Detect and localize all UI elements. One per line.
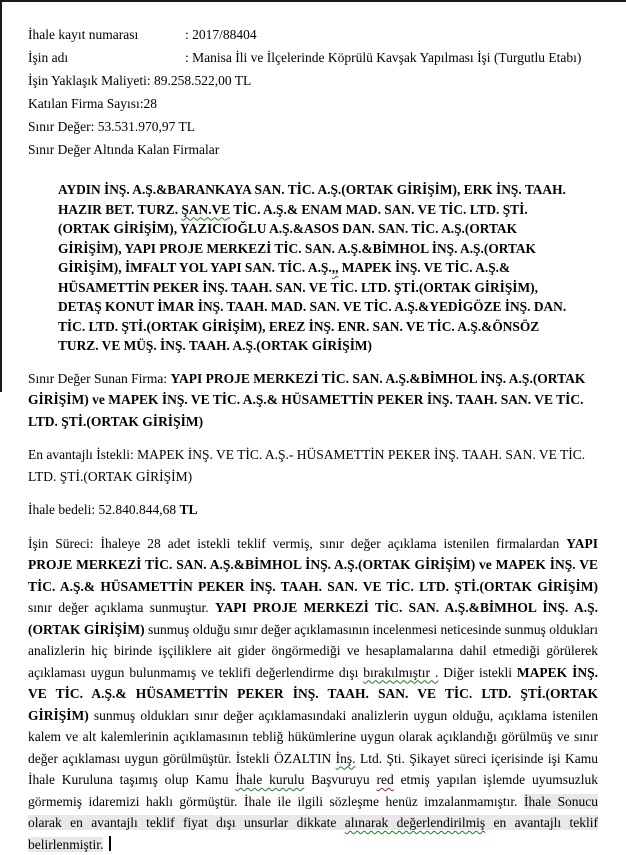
text-run: YAPI PROJE MERKEZİ TİC. SAN. A.Ş.&BİMHOL İNŞ. A.Ş.(ORTAK GİRİŞİM) xyxy=(28,600,598,637)
text-run: ŞAN.VE xyxy=(181,202,230,217)
text-run: TL xyxy=(179,502,197,517)
text-run: sınır değer açıklama sunmuştur. xyxy=(28,600,215,615)
text-run: İnş. xyxy=(336,751,356,766)
process-paragraph xyxy=(28,533,598,855)
tender-meta-block xyxy=(28,26,598,158)
firms-below-limit-paragraph xyxy=(58,180,572,356)
text-run: en avantajlı teklif belirlenmiştir. xyxy=(28,815,598,852)
text-run: İhale bedeli: 52.840.844,68 xyxy=(28,502,179,517)
text-run: MAPEK İNŞ. VE TİC. A.Ş.& HÜSAMETTİN PEKER İNŞ. TAAH. SAN. VE TİC. LTD. ŞTİ.(ORTAK GİRİŞİM), DETAŞ KONUT İMAR İNŞ. TAAH. MAD. SAN. VE TİC. A.Ş.&YEDİGÖZE İNŞ. DAN. TİC. LTD. ŞTİ.(ORTAK GİRİŞİM), EREZ İNŞ. ENR. SAN. VE TİC. A.Ş.&ÖNSÖZ TURZ. VE MÜŞ. İNŞ. TAAH. A.Ş.(ORTAK GİRİŞİM) xyxy=(58,260,566,353)
approx-cost-text: İşin Yaklaşık Maliyeti: 89.258.522,00 TL xyxy=(28,73,251,88)
text-run: sunmuş oldukları sınır değer açıklamasındaki analizlerin uygun olduğu, açıklama istenilen kalem ve alt kalemlerinin açıklamasının tebliğ hükümlerine uygun olarak açıklandığı görülmüş ve sınır değer açıklaması uygun görülmüştür. İstekli ÖZALTIN xyxy=(28,708,598,766)
limit-value-bidder-paragraph xyxy=(28,368,598,433)
text-run: YAPI PROJE MERKEZİ TİC. SAN. A.Ş.&BİMHOL İNŞ. A.Ş.(ORTAK GİRİŞİM) ve MAPEK İNŞ. VE TİC. A.Ş.& HÜSAMETTİN PEKER İNŞ. TAAH. SAN. VE TİC. LTD. ŞTİ.(ORTAK GİRİŞİM) xyxy=(28,371,585,429)
work-name-value: : Manisa İli ve İlçelerinde Köprülü Kavşak Yapılması İşi (Turgutlu Etabı) xyxy=(185,50,581,65)
text-run: TİC. A.Ş.& ENAM MAD. SAN. VE TİC. LTD. ŞTİ.(ORTAK GİRİŞİM), YAZICIOĞLU A.Ş.&ASOS DAN. SAN. TİC. A.Ş.(ORTAK GİRİŞİM), YAPI PROJE MERKEZİ TİC. SAN. A.Ş.&BİMHOL İNŞ. A.Ş.(ORTAK GİRİŞİM), İMFALT YOL YAPI SAN. TİC. A.Ş. xyxy=(58,202,536,276)
text-run: red xyxy=(377,772,394,787)
below-limit-heading-text: Sınır Değer Altında Kalan Firmalar xyxy=(28,142,219,157)
text-run: İhale Sonucu olarak en avantajlı teklif fiyat dışı unsurlar dikkate xyxy=(28,794,598,831)
meta-row-work-name xyxy=(28,49,598,66)
registration-number-value: : 2017/88404 xyxy=(185,27,257,42)
text-run: sunmuş olduğu sınır değer açıklamasının incelenmesi neticesinde sunmuş oldukları analizlerin hiç birinde işçiliklere ait gider öngörmediği ve hesaplamalarına dahil etmediği görülerek açıklaması uygun bulunmamış ve teklifi değerlendirme dışı xyxy=(28,622,598,680)
text-run: Sınır Değer Sunan Firma: xyxy=(28,371,170,386)
text-run: YAPI PROJE MERKEZİ TİC. SAN. A.Ş.&BİMHOL İNŞ. A.Ş.(ORTAK GİRİŞİM) ve MAPEK İNŞ. VE TİC. A.Ş.& HÜSAMETTİN PEKER İNŞ. TAAH. SAN. VE TİC. LTD. ŞTİ.(ORTAK GİRİŞİM) xyxy=(28,536,598,594)
text-run: İhale kurulu xyxy=(235,772,304,787)
registration-number-label: İhale kayıt numarası xyxy=(28,26,185,43)
text-run: bırakılmıştır . xyxy=(363,665,438,680)
limit-value-text: Sınır Değer: 53.531.970,97 TL xyxy=(28,119,195,134)
meta-row-registration-number xyxy=(28,26,598,43)
text-run: Diğer istekli xyxy=(438,665,517,680)
text-run: ,, xyxy=(332,260,339,275)
text-run: etmiş yapılan işlemde uyumsuzluk görmemiş idaremizi haklı görmüştür. İhale ile ilgili sözleşme henüz imzalanmamıştır. xyxy=(28,772,598,809)
meta-row-participant-count xyxy=(28,95,598,112)
text-run: MAPEK İNŞ. VE TİC. A.Ş.& HÜSAMETTİN PEKER İNŞ. TAAH. SAN. VE TİC. LTD. ŞTİ.(ORTAK GİRİŞİM) xyxy=(28,665,598,723)
text-cursor xyxy=(109,836,111,851)
participant-count-text: Katılan Firma Sayısı:28 xyxy=(28,96,157,111)
text-run: İşin Süreci: İhaleye 28 adet istekli teklif vermiş, sınır değer açıklama istenilen firmalardan xyxy=(28,536,566,551)
work-name-label: İşin adı xyxy=(28,49,185,66)
text-run: En avantajlı İstekli: MAPEK İNŞ. VE TİC. A.Ş.- HÜSAMETTİN PEKER İNŞ. TAAH. SAN. VE TİC. LTD. ŞTİ.(ORTAK GİRİŞİM) xyxy=(28,447,585,484)
text-run: Ltd. Şti. Şikayet süreci içerisinde işi Kamu İhale Kuruluna taşımış olup Kamu xyxy=(28,751,598,788)
text-run: alınarak değerlendirilmiş xyxy=(345,815,485,830)
text-run: Başvuruyu xyxy=(304,772,376,787)
meta-row-approx-cost xyxy=(28,72,598,89)
text-run: AYDIN İNŞ. A.Ş.&BARANKAYA SAN. TİC. A.Ş.(ORTAK GİRİŞİM), ERK İNŞ. TAAH. HAZIR BET. TURZ. xyxy=(58,182,566,217)
tender-price-paragraph xyxy=(28,499,598,521)
meta-row-limit-value xyxy=(28,118,598,135)
meta-row-below-limit-heading xyxy=(28,141,598,158)
best-bidder-paragraph xyxy=(28,444,598,487)
